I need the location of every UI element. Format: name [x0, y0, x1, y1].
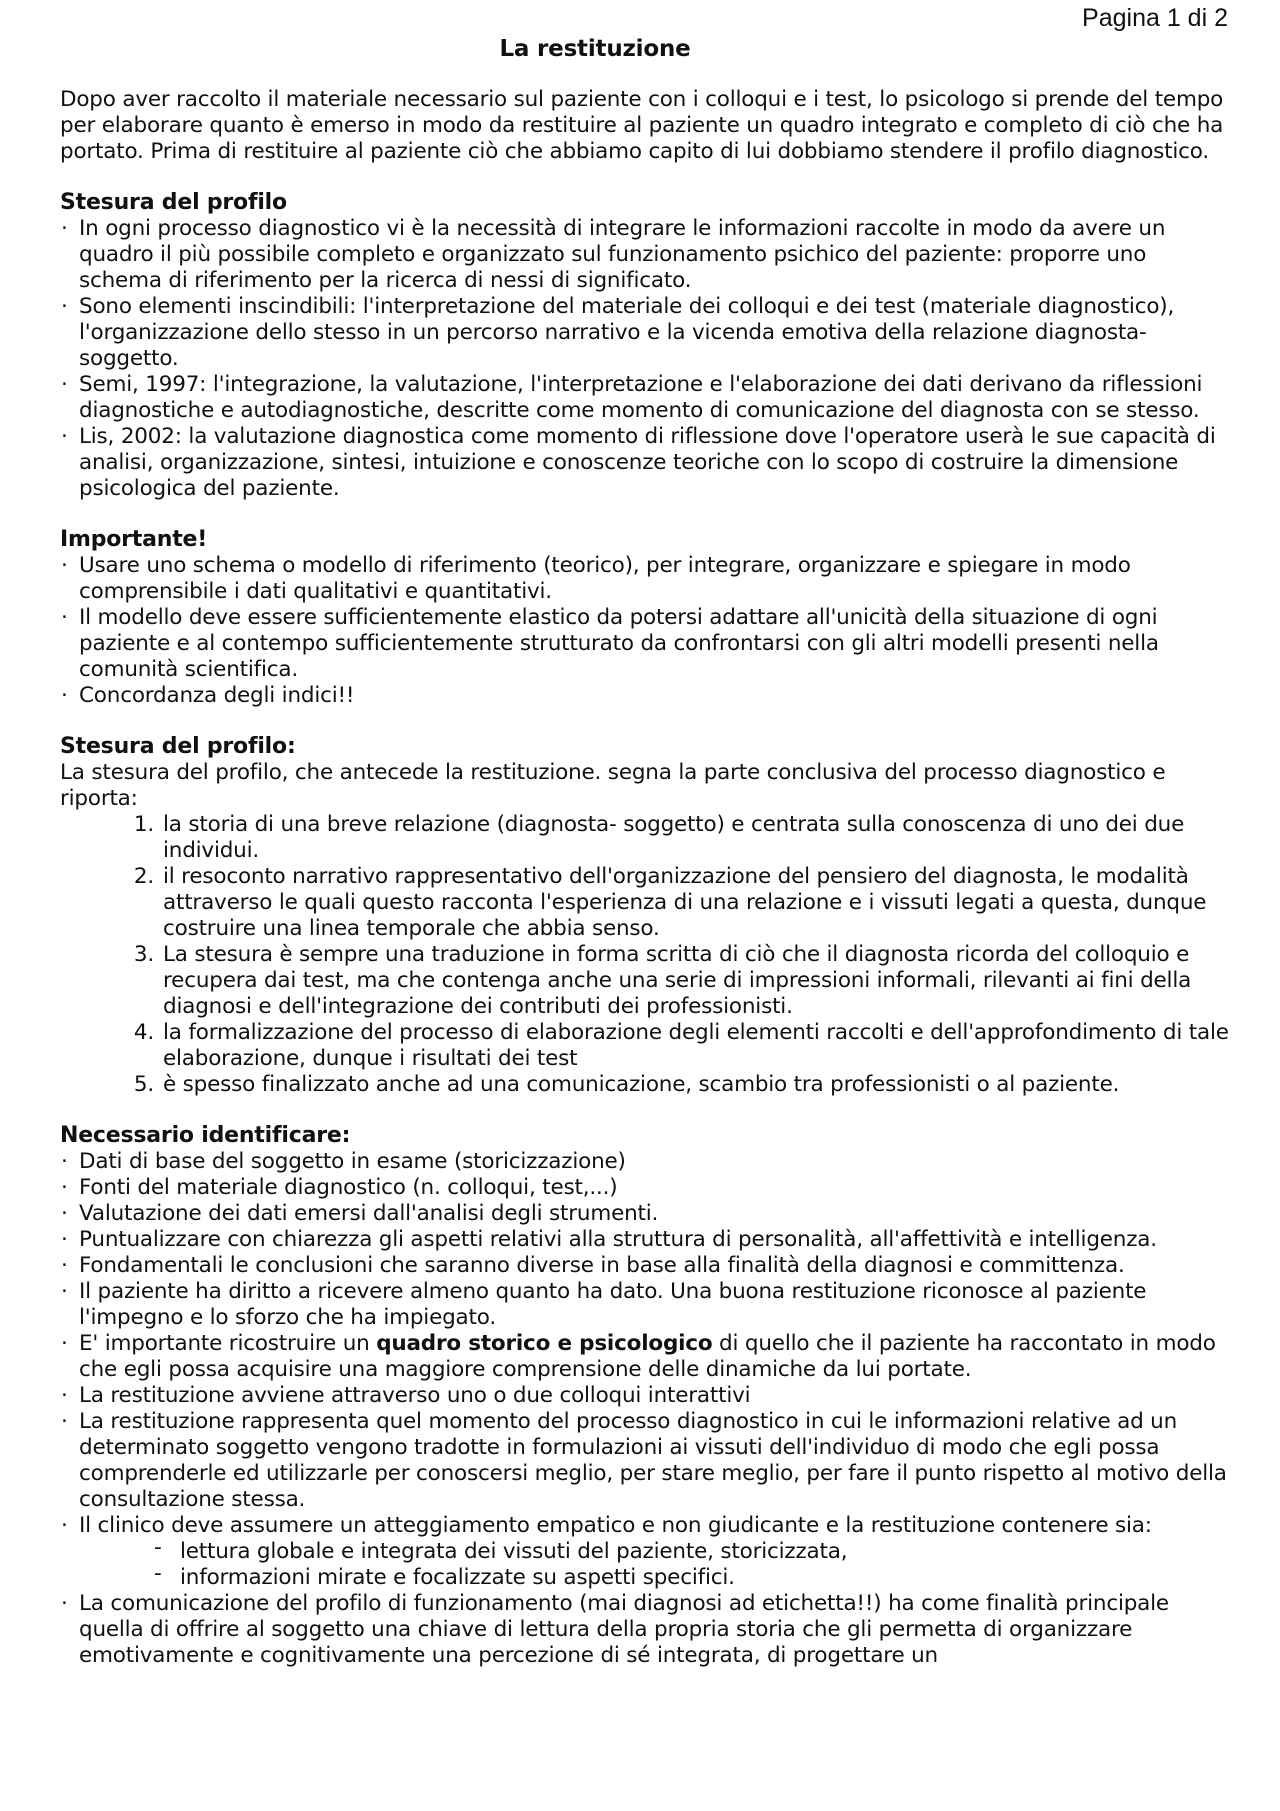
item-number: 2.: [133, 864, 154, 889]
text-run: di quello che il paziente ha raccontato in modo che egli possa acquisire una maggiore comprensione delle dinamiche da lui portate.: [79, 1331, 1216, 1382]
section-heading: Stesura del profilo: [60, 190, 287, 215]
document-body: [60, 30, 1230, 1669]
list-item: · Fonti del materiale diagnostico (n. colloqui, test,...): [60, 1175, 1230, 1201]
list-item: [60, 942, 1230, 1020]
dash-item: - lettura globale e integrata dei vissuti del paziente, storicizzata,: [60, 1539, 1230, 1565]
list-item: · Lis, 2002: la valutazione diagnostica come momento di riflessione dove l'operatore userà le sue capacità di analisi, organizzazione, sintesi, intuizione e conoscenze teoriche con lo scopo di costruire la dimensione psicologica del paziente.: [60, 424, 1230, 502]
section-necessario-identificare: [60, 1123, 1230, 1669]
section-stesura-profilo: [60, 190, 1230, 502]
item-text: Il clinico deve assumere un atteggiamento empatico e non giudicante e la restituzione contenere sia:: [79, 1513, 1152, 1538]
section-heading: Necessario identificare:: [60, 1123, 351, 1148]
bullet-list: [60, 553, 1230, 709]
numbered-list: [60, 812, 1230, 1098]
section-heading: Importante!: [60, 527, 208, 552]
list-item: [60, 864, 1230, 942]
item-number: 4.: [133, 1020, 154, 1045]
list-item: [60, 1513, 1230, 1591]
text-run: E' importante ricostruire un: [79, 1331, 377, 1356]
list-item: · Il paziente ha diritto a ricevere almeno quanto ha dato. Una buona restituzione riconosce al paziente l'impegno e lo sforzo che ha impiegato.: [60, 1279, 1230, 1331]
item-text: la formalizzazione del processo di elaborazione degli elementi raccolti e dell'approfondimento di tale elaborazione, dunque i risultati dei test: [163, 1020, 1229, 1071]
dash-list: [60, 1539, 1230, 1591]
page-number: Pagina 1 di 2: [1082, 4, 1228, 32]
section-stesura-profilo-detail: [60, 734, 1230, 1098]
list-item: [60, 812, 1230, 864]
dash-item: - informazioni mirate e focalizzate su aspetti specifici.: [60, 1565, 1230, 1591]
item-text: La stesura è sempre una traduzione in forma scritta di ciò che il diagnosta ricorda del colloquio e recupera dai test, ma che contenga anche una serie di impressioni informali, rilevanti ai fini della diagnosi e dell'integrazione dei contributi dei professionisti.: [163, 942, 1192, 1019]
item-number: 5.: [133, 1072, 154, 1097]
list-item: [60, 1331, 1230, 1383]
intro-paragraph: Dopo aver raccolto il materiale necessario sul paziente con i colloqui e i test, lo psicologo si prende del tempo per elaborare quanto è emerso in modo da restituire al paziente un quadro integrato e completo di ciò che ha portato. Prima di restituire al paziente ciò che abbiamo capito di lui dobbiamo stendere il profilo diagnostico.: [60, 87, 1224, 164]
section-importante: [60, 527, 1230, 709]
list-item: · Semi, 1997: l'integrazione, la valutazione, l'interpretazione e l'elaborazione dei dati derivano da riflessioni diagnostiche e autodiagnostiche, descritte come momento di comunicazione del diagnosta con se stesso.: [60, 372, 1230, 424]
section-heading: Stesura del profilo:: [60, 734, 296, 759]
item-text: è spesso finalizzato anche ad una comunicazione, scambio tra professionisti o al paziente.: [163, 1072, 1120, 1097]
item-number: 3.: [133, 942, 154, 967]
list-item: · In ogni processo diagnostico vi è la necessità di integrare le informazioni raccolte in modo da avere un quadro il più possibile completo e organizzato sul funzionamento psichico del paziente: proporre uno schema di riferimento per la ricerca di nessi di significato.: [60, 216, 1230, 294]
emphasis-text: quadro storico e psicologico: [376, 1331, 713, 1356]
list-item: · La restituzione rappresenta quel momento del processo diagnostico in cui le informazioni relative ad un determinato soggetto vengono tradotte in formulazioni ai vissuti dell'individuo di modo che egli possa comprenderle ed utilizzarle per conoscersi meglio, per stare meglio, per fare il punto rispetto al motivo della consultazione stessa.: [60, 1409, 1230, 1513]
list-item: · Usare uno schema o modello di riferimento (teorico), per integrare, organizzare e spiegare in modo comprensibile i dati qualitativi e quantitativi.: [60, 553, 1230, 605]
item-text: la storia di una breve relazione (diagnosta- soggetto) e centrata sulla conoscenza di uno dei due individui.: [163, 812, 1185, 863]
list-item: · Puntualizzare con chiarezza gli aspetti relativi alla struttura di personalità, all'affettività e intelligenza.: [60, 1227, 1230, 1253]
document-title: La restituzione: [499, 36, 691, 62]
list-item: [60, 1072, 1230, 1098]
bullet-list: [60, 216, 1230, 502]
bullet-list: [60, 1149, 1230, 1669]
section-intro: La stesura del profilo, che antecede la restituzione. segna la parte conclusiva del processo diagnostico e riporta:: [60, 760, 1166, 811]
list-item: · Il modello deve essere sufficientemente elastico da potersi adattare all'unicità della situazione di ogni paziente e al contempo sufficientemente strutturato da confrontarsi con gli altri modelli presenti nella comunità scientifica.: [60, 605, 1230, 683]
list-item: · Valutazione dei dati emersi dall'analisi degli strumenti.: [60, 1201, 1230, 1227]
list-item: · La comunicazione del profilo di funzionamento (mai diagnosi ad etichetta!!) ha come finalità principale quella di offrire al soggetto una chiave di lettura della propria storia che gli permetta di organizzare emotivamente e cognitivamente una percezione di sé integrata, di progettare un: [60, 1591, 1230, 1669]
list-item: · Concordanza degli indici!!: [60, 683, 1230, 709]
item-text: il resoconto narrativo rappresentativo dell'organizzazione del pensiero del diagnosta, le modalità attraverso le quali questo racconta l'esperienza di una relazione e i vissuti legati a questa, dunque costruire una linea temporale che abbia senso.: [163, 864, 1207, 941]
list-item: [60, 1020, 1230, 1072]
item-number: 1.: [133, 812, 154, 837]
list-item: · Sono elementi inscindibili: l'interpretazione del materiale dei colloqui e dei test (materiale diagnostico), l'organizzazione dello stesso in un percorso narrativo e la vicenda emotiva della relazione diagnosta-soggetto.: [60, 294, 1230, 372]
list-item: · Fondamentali le conclusioni che saranno diverse in base alla finalità della diagnosi e committenza.: [60, 1253, 1230, 1279]
list-item: · La restituzione avviene attraverso uno o due colloqui interattivi: [60, 1383, 1230, 1409]
list-item: · Dati di base del soggetto in esame (storicizzazione): [60, 1149, 1230, 1175]
